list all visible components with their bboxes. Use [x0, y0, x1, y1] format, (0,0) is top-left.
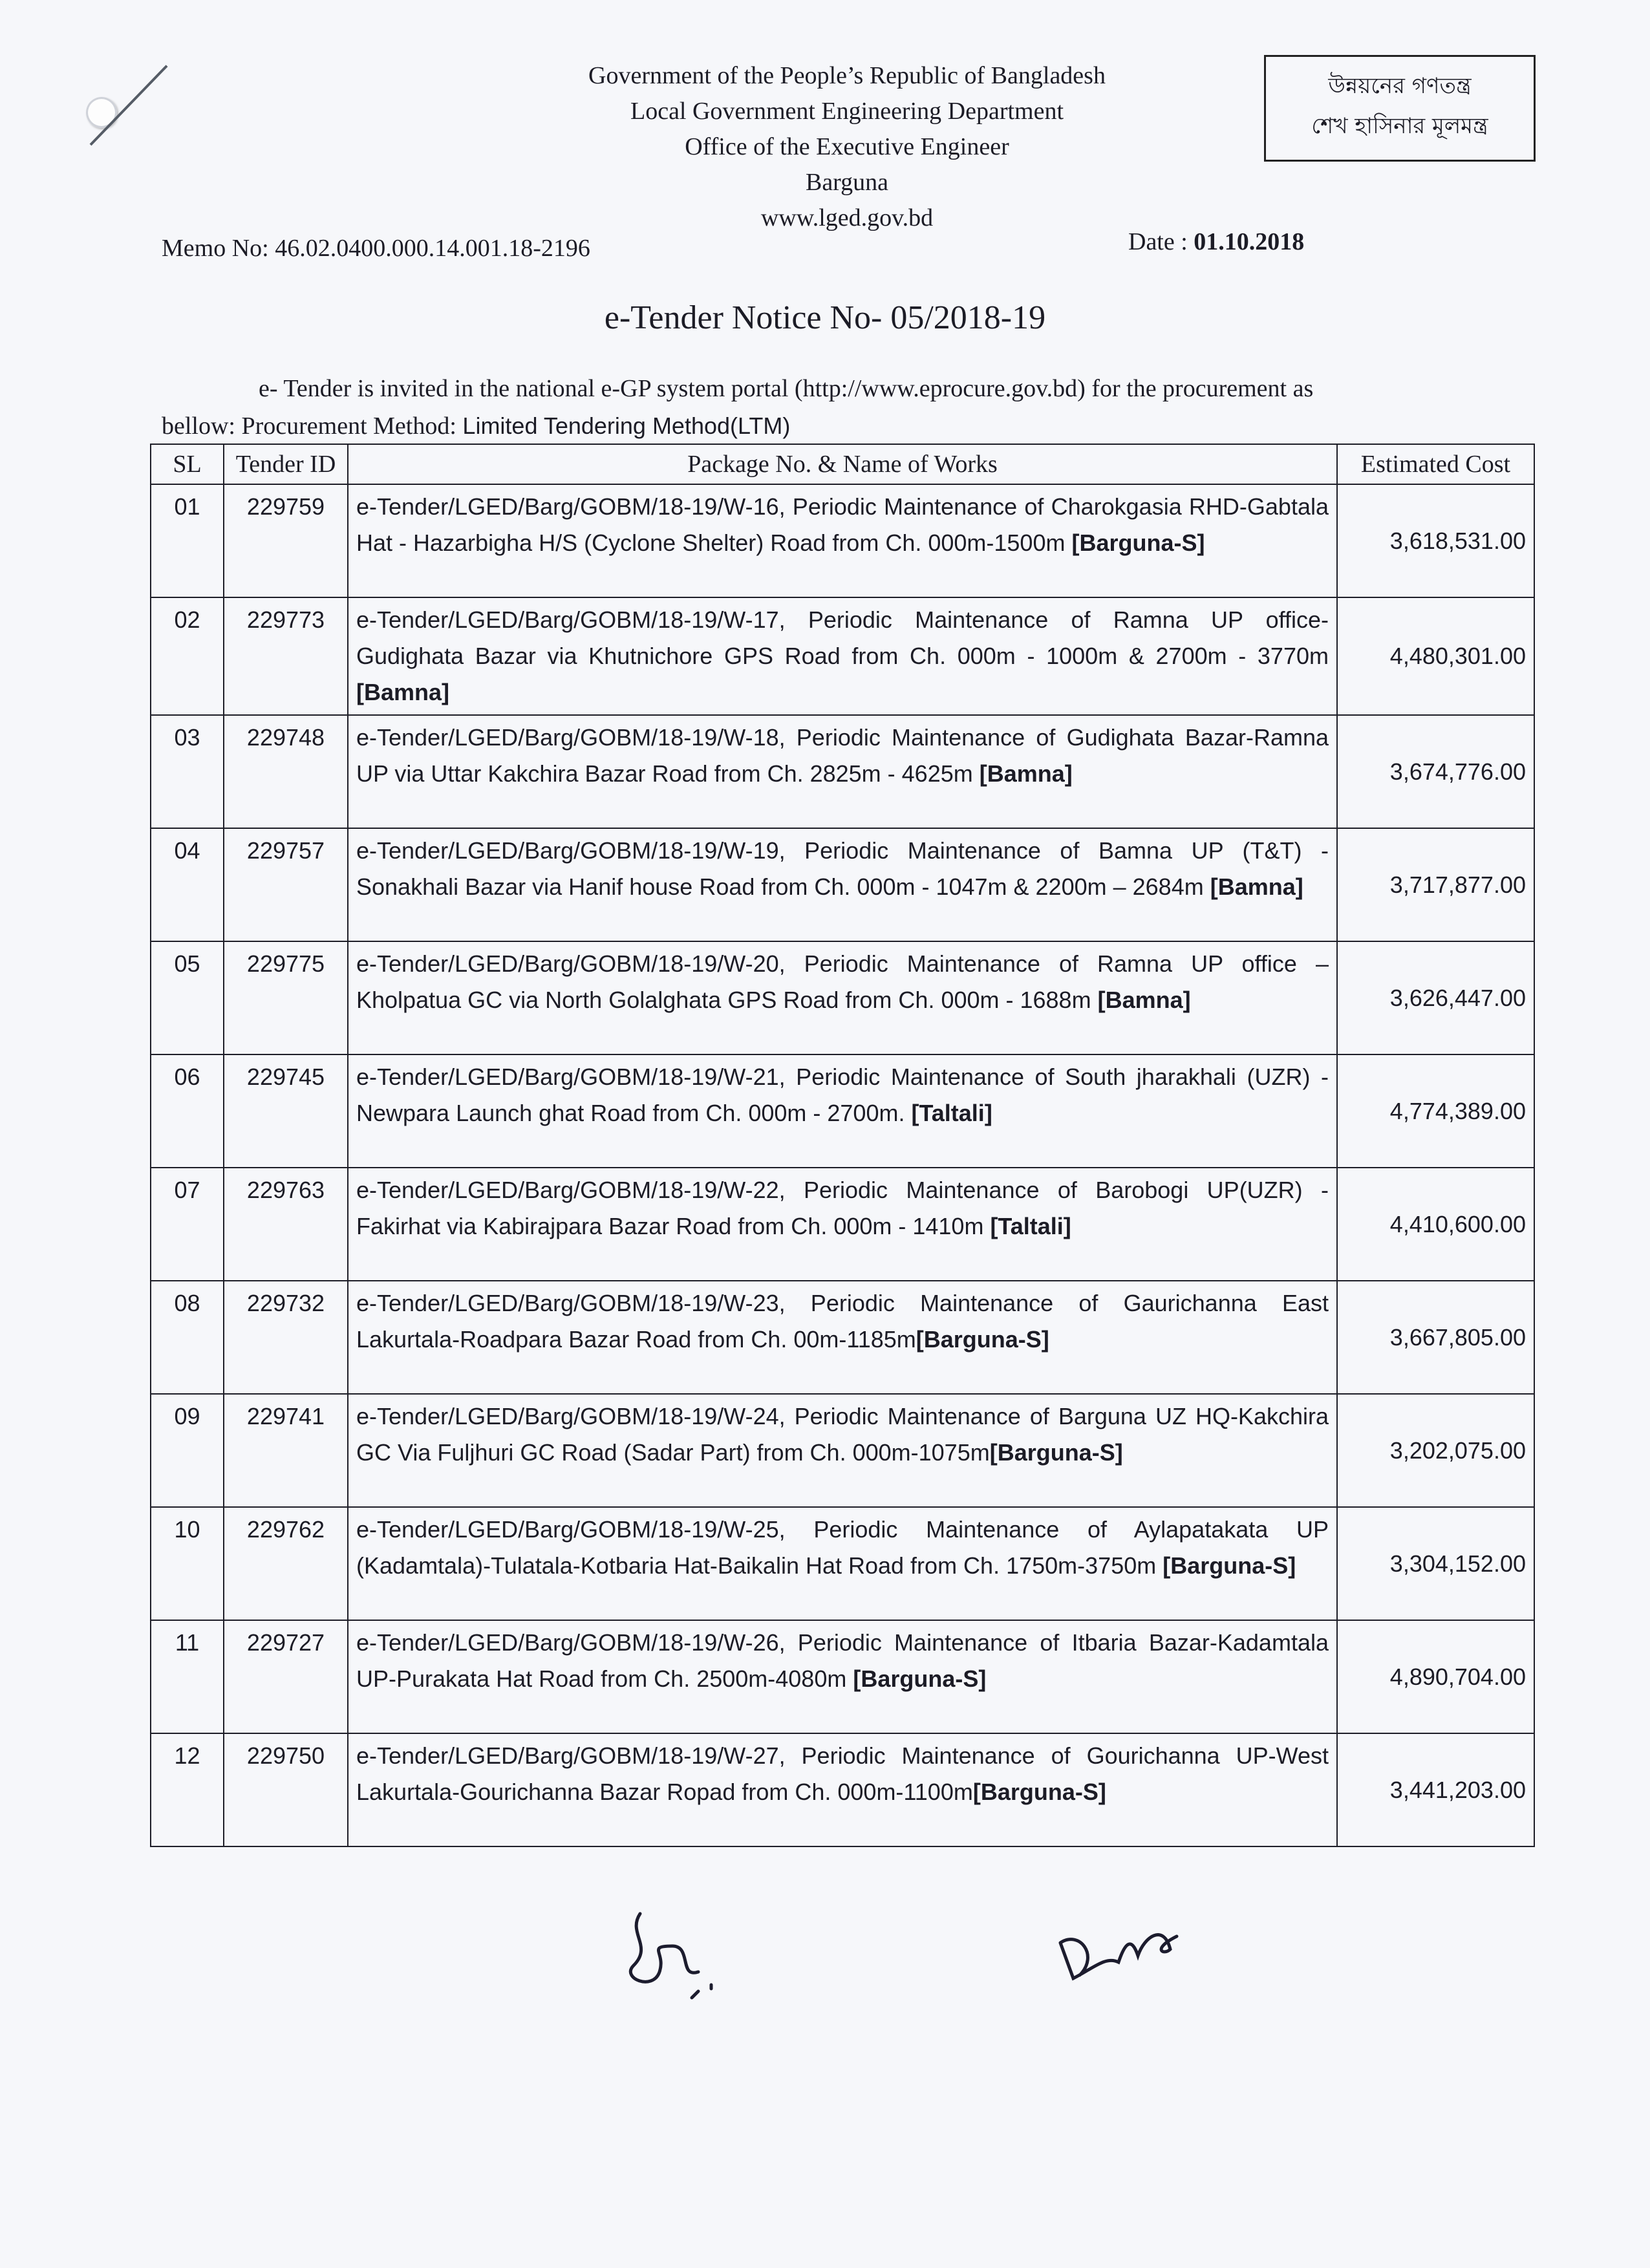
row-area: [Taltali] — [911, 1100, 992, 1126]
date-label: Date : — [1128, 228, 1194, 255]
table-row — [151, 828, 1534, 941]
table-row — [151, 1620, 1534, 1733]
row-works-text: e-Tender/LGED/Barg/GOBM/18-19/W-19, Periodic Maintenance of Bamna UP (T&T) - Sonakhali Bazar via Hanif house Road from Ch. 000m - 1047m & 2200m – 2684m — [356, 837, 1329, 900]
row-works-text: e-Tender/LGED/Barg/GOBM/18-19/W-18, Periodic Maintenance of Gudighata Bazar-Ramna UP via Uttar Kakchira Bazar Road from Ch. 2825m - 4625m — [356, 724, 1329, 787]
row-sl: 09 — [151, 1394, 224, 1507]
row-sl: 02 — [151, 597, 224, 715]
row-cost: 3,717,877.00 — [1337, 828, 1534, 941]
row-area: [Bamna] — [1097, 987, 1191, 1013]
row-sl: 05 — [151, 941, 224, 1054]
row-sl: 06 — [151, 1054, 224, 1168]
row-cost: 3,667,805.00 — [1337, 1281, 1534, 1394]
row-area: [Bamna] — [356, 679, 450, 705]
slogan-line-2: শেখ হাসিনার মূলমন্ত্র — [1311, 113, 1488, 139]
row-cost: 3,618,531.00 — [1337, 484, 1534, 597]
row-works — [348, 1281, 1337, 1394]
table-row — [151, 1733, 1534, 1846]
row-works — [348, 1733, 1337, 1846]
table-row — [151, 941, 1534, 1054]
header-cost: Estimated Cost — [1337, 444, 1534, 484]
table-row — [151, 597, 1534, 715]
row-works — [348, 597, 1337, 715]
row-area: [Barguna-S] — [916, 1326, 1049, 1353]
table-row — [151, 1394, 1534, 1507]
row-tender-id: 229732 — [224, 1281, 348, 1394]
row-sl: 03 — [151, 715, 224, 828]
row-works-text: e-Tender/LGED/Barg/GOBM/18-19/W-23, Periodic Maintenance of Gaurichanna East Lakurtala-Roadpara Bazar Road from Ch. 00m-1185m — [356, 1290, 1329, 1353]
row-tender-id: 229748 — [224, 715, 348, 828]
row-works-text: e-Tender/LGED/Barg/GOBM/18-19/W-22, Periodic Maintenance of Barobogi UP(UZR) - Fakirhat via Kabirajpara Bazar Road from Ch. 000m - 1410m — [356, 1177, 1329, 1239]
date-line — [1128, 228, 1304, 256]
row-sl: 12 — [151, 1733, 224, 1846]
row-tender-id: 229741 — [224, 1394, 348, 1507]
row-works-text: e-Tender/LGED/Barg/GOBM/18-19/W-25, Periodic Maintenance of Aylapatakata UP (Kadamtala)-Tulatala-Kotbaria Hat-Baikalin Hat Road from Ch. 1750m-3750m — [356, 1516, 1329, 1579]
row-tender-id: 229727 — [224, 1620, 348, 1733]
signature-1 — [614, 1907, 744, 2011]
intro-line-2-prefix: bellow: Procurement Method: — [162, 412, 463, 440]
table-row — [151, 715, 1534, 828]
row-sl: 07 — [151, 1168, 224, 1281]
row-area: [Barguna-S] — [972, 1779, 1106, 1805]
row-area: [Barguna-S] — [853, 1665, 987, 1692]
row-tender-id: 229773 — [224, 597, 348, 715]
row-tender-id: 229763 — [224, 1168, 348, 1281]
table-row — [151, 1281, 1534, 1394]
row-area: [Taltali] — [990, 1213, 1071, 1239]
row-works-text: e-Tender/LGED/Barg/GOBM/18-19/W-21, Periodic Maintenance of South jharakhali (UZR) - Newpara Launch ghat Road from Ch. 000m - 2700m. — [356, 1064, 1329, 1126]
row-sl: 10 — [151, 1507, 224, 1620]
letterhead-line-website: www.lged.gov.bd — [760, 204, 934, 231]
header-tender-id: Tender ID — [224, 444, 348, 484]
row-tender-id: 229750 — [224, 1733, 348, 1846]
row-works — [348, 1054, 1337, 1168]
row-area: [Bamna] — [1210, 873, 1303, 900]
letterhead-line-district: Barguna — [805, 169, 889, 196]
letterhead — [453, 58, 1241, 236]
row-works-text: e-Tender/LGED/Barg/GOBM/18-19/W-17, Periodic Maintenance of Ramna UP office-Gudighata Bazar via Khutnichore GPS Road from Ch. 000m - 1000m & 2700m - 3770m — [356, 606, 1329, 669]
row-sl: 11 — [151, 1620, 224, 1733]
row-cost: 4,774,389.00 — [1337, 1054, 1534, 1168]
row-tender-id: 229762 — [224, 1507, 348, 1620]
row-area: [Barguna-S] — [1162, 1552, 1296, 1579]
row-sl: 01 — [151, 484, 224, 597]
row-tender-id: 229759 — [224, 484, 348, 597]
row-works — [348, 1507, 1337, 1620]
row-works — [348, 941, 1337, 1054]
row-works — [348, 484, 1337, 597]
row-works-text: e-Tender/LGED/Barg/GOBM/18-19/W-27, Periodic Maintenance of Gourichanna UP-West Lakurtala-Gourichanna Bazar Ropad from Ch. 000m-1100m — [356, 1742, 1329, 1805]
memo-number: Memo No: 46.02.0400.000.14.001.18-2196 — [162, 235, 590, 262]
row-tender-id: 229775 — [224, 941, 348, 1054]
row-cost: 4,410,600.00 — [1337, 1168, 1534, 1281]
row-works — [348, 1168, 1337, 1281]
row-sl: 08 — [151, 1281, 224, 1394]
row-cost: 3,674,776.00 — [1337, 715, 1534, 828]
row-area: [Barguna-S] — [1071, 530, 1205, 556]
row-works-text: e-Tender/LGED/Barg/GOBM/18-19/W-20, Periodic Maintenance of Ramna UP office –Kholpatua GC via North Golalghata GPS Road from Ch. 000m - 1688m — [356, 950, 1329, 1013]
notice-title: e-Tender Notice No- 05/2018-19 — [604, 299, 1046, 336]
row-works — [348, 828, 1337, 941]
row-sl: 04 — [151, 828, 224, 941]
row-cost: 4,480,301.00 — [1337, 597, 1534, 715]
signature-2 — [1054, 1917, 1183, 1988]
slogan-box — [1264, 55, 1536, 162]
procurement-method: Limited Tendering Method(LTM) — [462, 412, 791, 439]
letterhead-line-office: Office of the Executive Engineer — [685, 133, 1009, 160]
slogan-line-1: উন্নয়নের গণতন্ত্র — [1328, 73, 1472, 99]
row-area: [Bamna] — [979, 760, 1073, 787]
row-works-text: e-Tender/LGED/Barg/GOBM/18-19/W-26, Periodic Maintenance of Itbaria Bazar-Kadamtala UP-Purakata Hat Road from Ch. 2500m-4080m — [356, 1629, 1329, 1692]
row-cost: 3,626,447.00 — [1337, 941, 1534, 1054]
intro-line-1: e- Tender is invited in the national e-GP system portal (http://www.eprocure.gov.bd) for the procurement as — [259, 375, 1314, 402]
letterhead-line-government: Government of the People’s Republic of Bangladesh — [588, 62, 1106, 89]
tender-table — [150, 444, 1535, 1847]
intro-paragraph — [162, 370, 1539, 445]
table-header-row — [151, 444, 1534, 484]
row-cost: 3,304,152.00 — [1337, 1507, 1534, 1620]
row-area: [Barguna-S] — [989, 1439, 1123, 1466]
row-tender-id: 229745 — [224, 1054, 348, 1168]
row-works — [348, 1394, 1337, 1507]
table-row — [151, 1507, 1534, 1620]
row-works — [348, 1620, 1337, 1733]
header-works: Package No. & Name of Works — [348, 444, 1337, 484]
table-row — [151, 1168, 1534, 1281]
intro-line-2 — [162, 407, 1539, 445]
table-row — [151, 484, 1534, 597]
row-cost: 3,441,203.00 — [1337, 1733, 1534, 1846]
row-works-text: e-Tender/LGED/Barg/GOBM/18-19/W-16, Periodic Maintenance of Charokgasia RHD-Gabtala Hat - Hazarbigha H/S (Cyclone Shelter) Road from Ch. 000m-1500m — [356, 493, 1329, 556]
table-row — [151, 1054, 1534, 1168]
row-works — [348, 715, 1337, 828]
row-works-text: e-Tender/LGED/Barg/GOBM/18-19/W-24, Periodic Maintenance of Barguna UZ HQ-Kakchira GC Via Fuljhuri GC Road (Sadar Part) from Ch. 000m-1075m — [356, 1403, 1329, 1466]
header-sl: SL — [151, 444, 224, 484]
row-cost: 3,202,075.00 — [1337, 1394, 1534, 1507]
letterhead-line-department: Local Government Engineering Department — [630, 98, 1064, 125]
row-cost: 4,890,704.00 — [1337, 1620, 1534, 1733]
row-tender-id: 229757 — [224, 828, 348, 941]
date-value: 01.10.2018 — [1194, 228, 1305, 255]
